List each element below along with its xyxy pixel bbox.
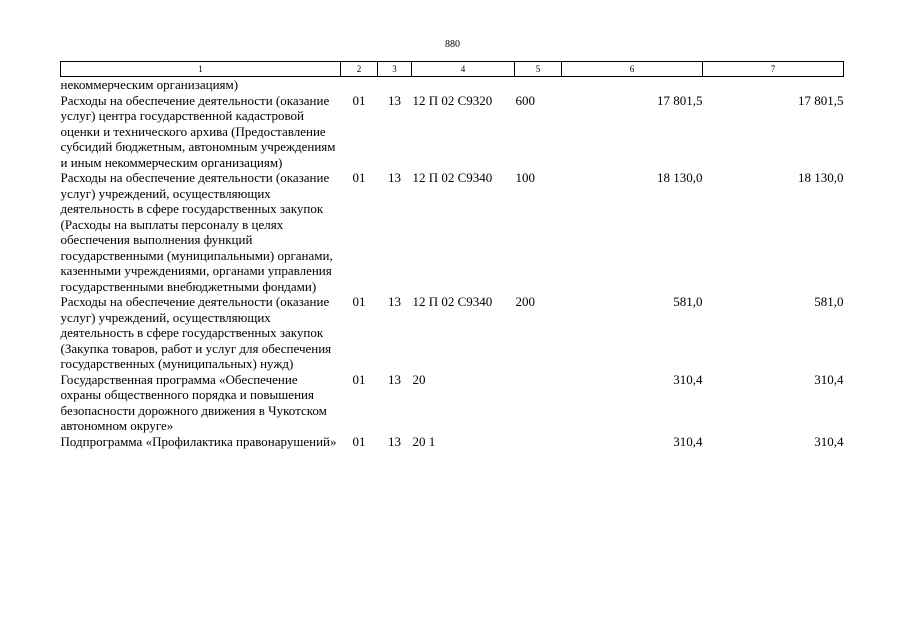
row-target-code	[412, 77, 515, 93]
row-expense-type	[515, 372, 562, 434]
table-row	[61, 170, 844, 294]
row-amount-1: 581,0	[673, 294, 703, 309]
row-expense-type: 200	[515, 294, 535, 309]
row-amount-1: 17 801,5	[657, 92, 703, 108]
row-expense-type	[515, 77, 562, 93]
row-target-code: 12 П 02 С9340	[412, 170, 493, 185]
row-expense-type: 600	[515, 92, 535, 108]
row-amount-1: 310,4	[673, 433, 703, 449]
row-section: 01	[352, 92, 366, 108]
row-amount-2	[703, 77, 844, 93]
row-target-code: 12 П 02 С9340	[412, 294, 493, 309]
budget-table	[60, 61, 844, 449]
row-amount-2: 310,4	[814, 433, 844, 449]
table-row	[61, 77, 844, 93]
row-name: Государственная программа «Обеспечение охраны общественного порядка и повышения безопасности дорожного движения в Чукотском автономном округе»	[60, 371, 327, 433]
row-target-code: 12 П 02 С9320	[412, 92, 493, 108]
row-amount-2: 17 801,5	[798, 92, 844, 108]
row-amount-1	[562, 77, 703, 93]
row-section: 01	[352, 433, 366, 449]
header-col-7: 7	[703, 62, 844, 77]
row-subsection: 13	[388, 170, 401, 185]
row-amount-1: 18 130,0	[657, 170, 703, 185]
row-subsection: 13	[388, 371, 401, 387]
row-subsection: 13	[388, 294, 401, 309]
row-name: Расходы на обеспечение деятельности (оказание услуг) учреждений, осуществляющих деятельность в сфере государственных закупок (Закупка товаров, работ и услуг для обеспечения государственных (муниципальных) нужд)	[60, 294, 332, 371]
header-col-2: 2	[341, 62, 378, 77]
row-amount-2: 581,0	[814, 294, 844, 309]
row-amount-1: 310,4	[673, 371, 703, 387]
header-col-1: 1	[61, 62, 341, 77]
header-col-5: 5	[515, 62, 562, 77]
row-section: 01	[352, 294, 366, 309]
column-number-header	[61, 62, 844, 77]
header-col-3: 3	[378, 62, 412, 77]
row-section	[341, 77, 378, 93]
table-row	[61, 372, 844, 434]
row-subsection	[378, 77, 412, 93]
row-target-code: 20 1	[412, 433, 436, 449]
header-col-4: 4	[412, 62, 515, 77]
row-name: Расходы на обеспечение деятельности (оказание услуг) центра государственной кадастровой оценки и технического архива (Предоставление субсидий бюджетным, автономным учреждениям и иным некоммерческим организациям)	[60, 92, 336, 170]
row-subsection: 13	[388, 433, 401, 449]
table-row	[61, 434, 844, 450]
row-amount-2: 310,4	[814, 371, 844, 387]
row-section: 01	[352, 170, 366, 185]
table-row	[61, 93, 844, 171]
row-name: Подпрограмма «Профилактика правонарушений»	[60, 433, 337, 449]
page-number: 880	[445, 39, 460, 50]
row-target-code: 20	[412, 371, 426, 387]
row-amount-2: 18 130,0	[798, 170, 844, 185]
header-col-6: 6	[562, 62, 703, 77]
row-expense-type	[515, 434, 562, 450]
row-expense-type: 100	[515, 170, 535, 185]
row-name: некоммерческим организациям)	[60, 77, 239, 92]
row-section: 01	[352, 371, 366, 387]
table-row	[61, 294, 844, 372]
row-name: Расходы на обеспечение деятельности (оказание услуг) учреждений, осуществляющих деятельность в сфере государственных закупок (Расходы на выплаты персоналу в целях обеспечения выполнения функций государственными (муниципальными) органами, казенными учреждениями, органами управления государственными внебюджетными фондами)	[60, 170, 333, 294]
row-subsection: 13	[388, 92, 401, 108]
